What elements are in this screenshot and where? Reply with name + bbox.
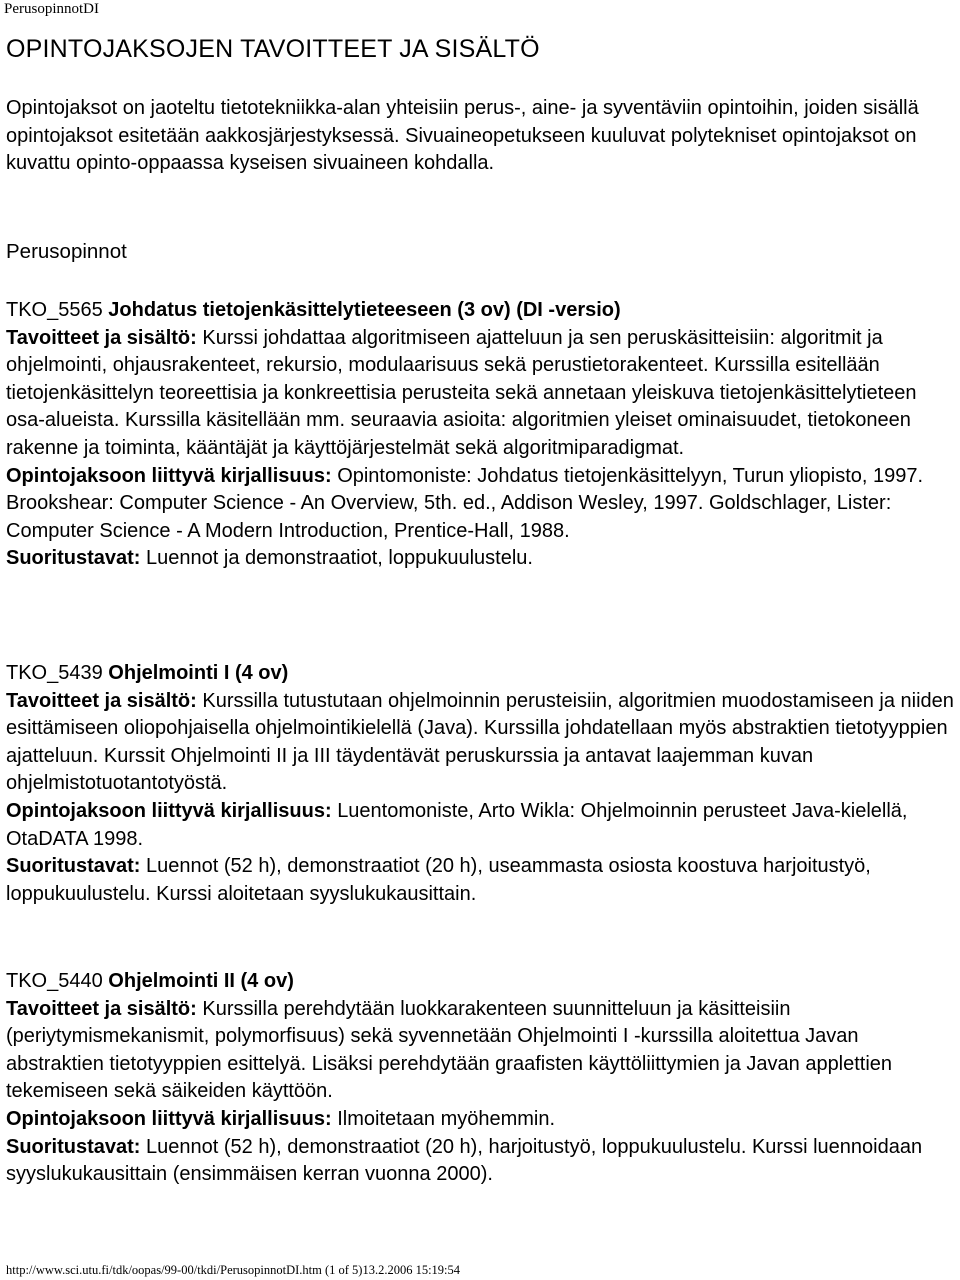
section-heading: Perusopinnot xyxy=(6,240,127,263)
literature-text: Opintomoniste: Johdatus tietojenkäsittelyyn, Turun yliopisto, 1997. Brookshear: Computer Science - An Overview, 5th. ed., Addison Wesley, 1997. Goldschlager, Lister: Computer Science - A Modern Introduction, Prentice-Hall, 1988. xyxy=(6,464,924,542)
literature-label: Opintojaksoon liittyvä kirjallisuus: xyxy=(6,1107,332,1130)
course-completion xyxy=(6,1134,954,1189)
goals-label: Tavoitteet ja sisältö: xyxy=(6,689,197,712)
course-goals xyxy=(6,688,954,798)
course-title xyxy=(6,297,954,325)
course-name: Ohjelmointi II (4 ov) xyxy=(108,970,294,992)
document-header: PerusopinnotDI xyxy=(4,1,99,17)
completion-label: Suoritustavat: xyxy=(6,855,141,878)
course-completion xyxy=(6,853,954,908)
completion-text: Luennot (52 h), demonstraatiot (20 h), useammasta osiosta koostuva harjoitustyö, loppukuulustelu. Kurssi aloitetaan syyslukukausittain. xyxy=(6,855,871,905)
course-literature xyxy=(6,798,954,853)
literature-text: Luentomoniste, Arto Wikla: Ohjelmoinnin perusteet Java-kielellä, OtaDATA 1998. xyxy=(6,799,908,850)
course-completion xyxy=(6,545,954,573)
course-code: TKO_5439 xyxy=(6,662,103,684)
completion-text: Luennot (52 h), demonstraatiot (20 h), harjoitustyö, loppukuulustelu. Kurssi luennoidaan syyslukukausittain (ensimmäisen kerran vuonna 2000). xyxy=(6,1135,923,1186)
goals-text: Kurssilla tutustutaan ohjelmoinnin perusteisiin, algoritmien muodostamiseen ja niiden esittämiseen oliopohjaisella ohjelmointikielellä (Java). Kurssilla johdatellaan myös abstraktien tietotyyppien ajatteluun. Kurssit Ohjelmointi II ja III täydentävät peruskurssia ja antavat laajemman kuvan ohjelmistotuotantotyöstä. xyxy=(6,689,954,795)
course-title xyxy=(6,968,954,996)
course-name: Johdatus tietojenkäsittelytieteeseen (3 ov) (DI -versio) xyxy=(108,299,621,321)
course-block xyxy=(6,968,954,1189)
goals-label: Tavoitteet ja sisältö: xyxy=(6,326,197,349)
course-goals xyxy=(6,996,954,1106)
course-block xyxy=(6,660,954,908)
course-literature xyxy=(6,1106,954,1134)
course-goals xyxy=(6,325,954,463)
course-title xyxy=(6,660,954,688)
goals-label: Tavoitteet ja sisältö: xyxy=(6,997,197,1020)
course-code: TKO_5440 xyxy=(6,970,103,992)
goals-text: Kurssilla perehdytään luokkarakenteen suunnitteluun ja käsitteisiin (periytymismekanismit, polymorfisuus) sekä syvennetään Ohjelmointi I -kurssilla aloitettua Javan abstraktien tietotyyppien esittelyä. Lisäksi perehdytään graafisten käyttöliittymien ja Javan applettien tekemiseen sekä säikeiden käyttöön. xyxy=(6,997,893,1103)
intro-paragraph: Opintojaksot on jaoteltu tietotekniikka-alan yhteisiin perus-, aine- ja syventäviin opintoihin, joiden sisällä opintojaksot esitetään aakkosjärjestyksessä. Sivuaineopetukseen kuuluvat polytekniset opintojaksot on kuvattu opinto-oppaassa kyseisen sivuaineen kohdalla. xyxy=(6,97,919,175)
page-title: OPINTOJAKSOJEN TAVOITTEET JA SISÄLTÖ xyxy=(6,35,540,63)
course-block xyxy=(6,297,954,573)
course-literature xyxy=(6,463,954,546)
literature-label: Opintojaksoon liittyvä kirjallisuus: xyxy=(6,464,332,487)
course-name: Ohjelmointi I (4 ov) xyxy=(108,662,289,684)
goals-text: Kurssi johdattaa algoritmiseen ajatteluun ja sen peruskäsitteisiin: algoritmit ja ohjelmointi, ohjausrakenteet, rekursio, modulaarisuus sekä perustietorakenteet. Kurssilla esitellään tietojenkäsittelyn teoreettisia ja konkreettisia perusteita sekä annetaan yleiskuva tietojenkäsittelytieteen osa-alueista. Kurssilla käsitellään mm. seuraavia asioita: algoritmien yleiset ominaisuudet, tietokoneen rakenne ja toiminta, kääntäjät ja käyttöjärjestelmät sekä algoritmiparadigmat. xyxy=(6,326,917,459)
completion-text: Luennot ja demonstraatiot, loppukuulustelu. xyxy=(146,547,533,570)
footer-url: http://www.sci.utu.fi/tdk/oopas/99-00/tkdi/PerusopinnotDI.htm (1 of 5)13.2.2006 15:19:54 xyxy=(6,1263,461,1277)
literature-text: Ilmoitetaan myöhemmin. xyxy=(337,1107,556,1130)
completion-label: Suoritustavat: xyxy=(6,1135,141,1158)
course-code: TKO_5565 xyxy=(6,299,103,321)
literature-label: Opintojaksoon liittyvä kirjallisuus: xyxy=(6,799,332,822)
completion-label: Suoritustavat: xyxy=(6,547,141,570)
